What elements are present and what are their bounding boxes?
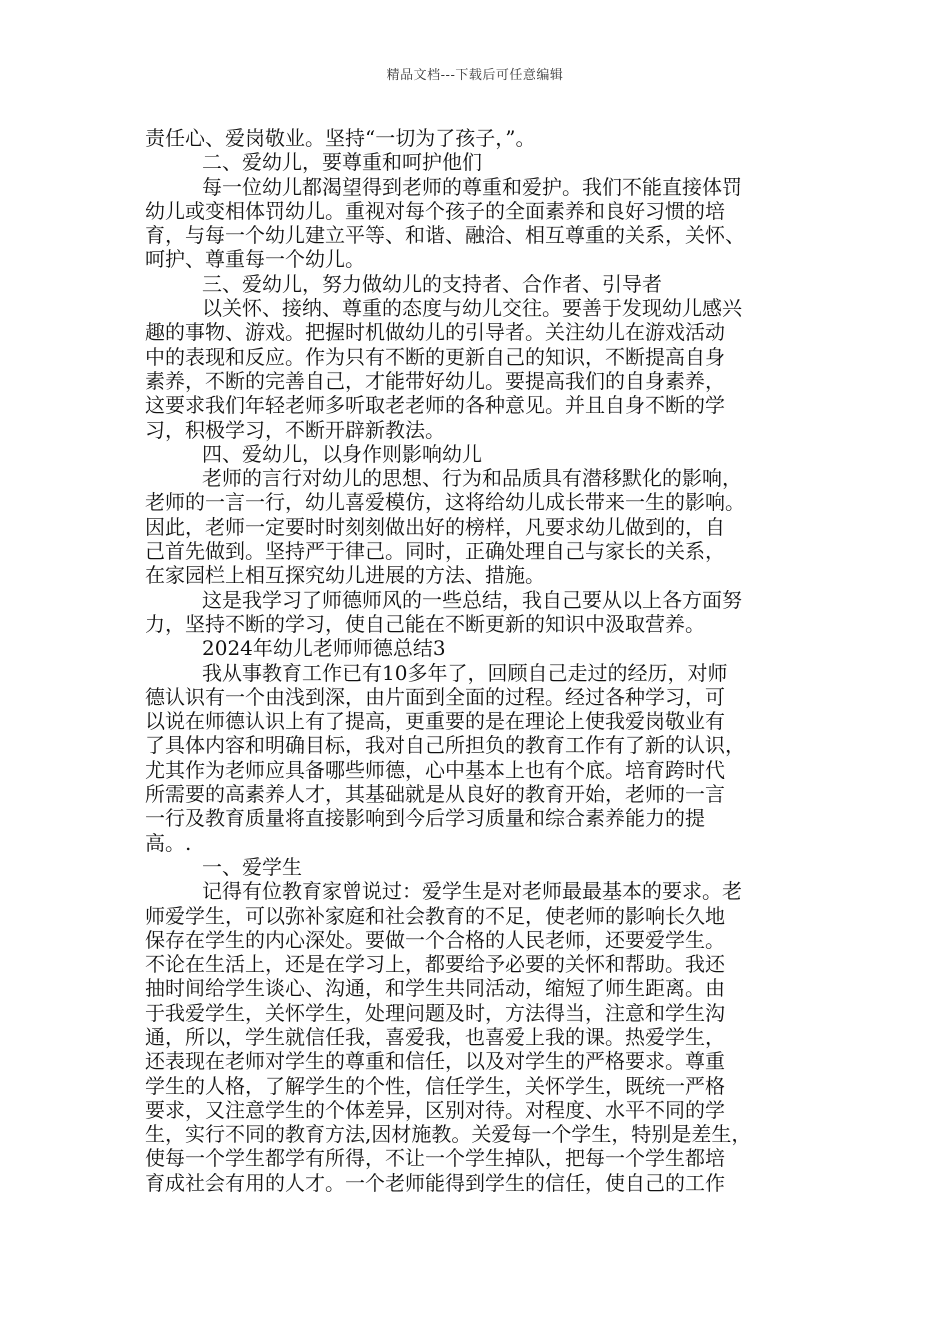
text-line: 于我爱学生，关怀学生，处理问题及时，方法得当，注意和学生沟 bbox=[145, 1000, 725, 1025]
text-line: 责任心、爱岗敬业。坚持“一切为了孩子，”。 bbox=[145, 126, 536, 150]
text-line: 一、爱学生 bbox=[202, 854, 302, 879]
text-line: 学生的人格，了解学生的个性，信任学生，关怀学生，既统一严格 bbox=[145, 1073, 725, 1098]
text-line: 己首先做到。坚持严于律己。同时，正确处理自己与家长的关系， bbox=[145, 539, 725, 564]
text-line: 在家园栏上相互探究幼儿进展的方法、措施。 bbox=[145, 563, 545, 588]
text-line: 老师的言行对幼儿的思想、行为和品质具有潜移默化的影响， bbox=[202, 466, 742, 491]
text-line: 三、爱幼儿，努力做幼儿的支持者、合作者、引导者 bbox=[202, 271, 662, 296]
header-text: 精品文档---下载后可任意编辑 bbox=[386, 68, 564, 83]
text-line: 抽时间给学生谈心、沟通，和学生共同活动，缩短了师生距离。由 bbox=[145, 976, 725, 1001]
document-body bbox=[145, 126, 815, 1195]
text-line: 素养，不断的完善自己，才能带好幼儿。要提高我们的自身素养， bbox=[145, 368, 725, 393]
text-line: 通，所以，学生就信任我，喜爱我，也喜爱上我的课。热爱学生， bbox=[145, 1024, 725, 1049]
text-line: 幼儿或变相体罚幼儿。重视对每个孩子的全面素养和良好习惯的培 bbox=[145, 198, 725, 223]
text-line: 记得有位教育家曾说过：爱学生是对老师最最基本的要求。老 bbox=[202, 879, 742, 904]
text-line: 呵护、尊重每一个幼儿。 bbox=[145, 247, 365, 272]
text-line: 保存在学生的内心深处。要做一个合格的人民老师，还要爱学生。 bbox=[145, 927, 725, 952]
text-line: 育，与每一个幼儿建立平等、和谐、融洽、相互尊重的关系，关怀、 bbox=[145, 223, 745, 248]
text-line: 习，积极学习，不断开辟新教法。 bbox=[145, 417, 445, 442]
text-line: 了具体内容和明确目标，我对自己所担负的教育工作有了新的认识， bbox=[145, 733, 745, 758]
text-line: 德认识有一个由浅到深，由片面到全面的过程。经过各种学习，可 bbox=[145, 684, 725, 709]
text-line: 育成社会有用的人才。一个老师能得到学生的信任，使自己的工作 bbox=[145, 1170, 725, 1195]
text-line: 以关怀、接纳、尊重的态度与幼儿交往。要善于发现幼儿感兴 bbox=[202, 296, 742, 321]
text-line: 因此，老师一定要时时刻刻做出好的榜样，凡要求幼儿做到的，自 bbox=[145, 514, 725, 539]
text-line: 2024年幼儿老师师德总结3 bbox=[202, 636, 446, 661]
text-line: 以说在师德认识上有了提高，更重要的是在理论上使我爱岗敬业有 bbox=[145, 709, 725, 734]
text-line: 使每一个学生都学有所得，不让一个学生掉队，把每一个学生都培 bbox=[145, 1146, 725, 1171]
text-line: 一行及教育质量将直接影响到今后学习质量和综合素养能力的提 bbox=[145, 806, 705, 831]
text-line: 二、爱幼儿，要尊重和呵护他们 bbox=[202, 150, 482, 175]
text-line: 所需要的高素养人才，其基础就是从良好的教育开始，老师的一言 bbox=[145, 782, 725, 807]
text-line: 还表现在老师对学生的尊重和信任，以及对学生的严格要求。尊重 bbox=[145, 1049, 725, 1074]
text-line: 老师的一言一行，幼儿喜爱模仿，这将给幼儿成长带来一生的影响。 bbox=[145, 490, 745, 515]
text-line: 要求，又注意学生的个体差异，区别对待。对程度、水平不同的学 bbox=[145, 1097, 725, 1122]
text-line: 中的表现和反应。作为只有不断的更新自己的知识，不断提高自身 bbox=[145, 344, 725, 369]
text-line: 这是我学习了师德师风的一些总结，我自己要从以上各方面努 bbox=[202, 587, 742, 612]
text-line: 生，实行不同的教育方法,因材施教。关爱每一个学生，特别是差生， bbox=[145, 1122, 752, 1147]
text-line: 这要求我们年轻老师多听取老老师的各种意见。并且自身不断的学 bbox=[145, 393, 725, 418]
text-line: 师爱学生，可以弥补家庭和社会教育的不足，使老师的影响长久地 bbox=[145, 903, 725, 928]
page-header bbox=[0, 64, 950, 83]
text-line: 高。. bbox=[145, 830, 192, 855]
text-line: 趣的事物、游戏。把握时机做幼儿的引导者。关注幼儿在游戏活动 bbox=[145, 320, 725, 345]
text-line: 每一位幼儿都渴望得到老师的尊重和爱护。我们不能直接体罚 bbox=[202, 174, 742, 199]
text-line: 力，坚持不断的学习，使自己能在不断更新的知识中汲取营养。 bbox=[145, 611, 705, 636]
text-line: 我从事教育工作已有10多年了，回顾自己走过的经历，对师 bbox=[202, 660, 728, 685]
text-line: 不论在生活上，还是在学习上，都要给予必要的关怀和帮助。我还 bbox=[145, 952, 725, 977]
text-line: 四、爱幼儿，以身作则影响幼儿 bbox=[202, 441, 482, 466]
text-line: 尤其作为老师应具备哪些师德，心中基本上也有个底。培育跨时代 bbox=[145, 757, 725, 782]
